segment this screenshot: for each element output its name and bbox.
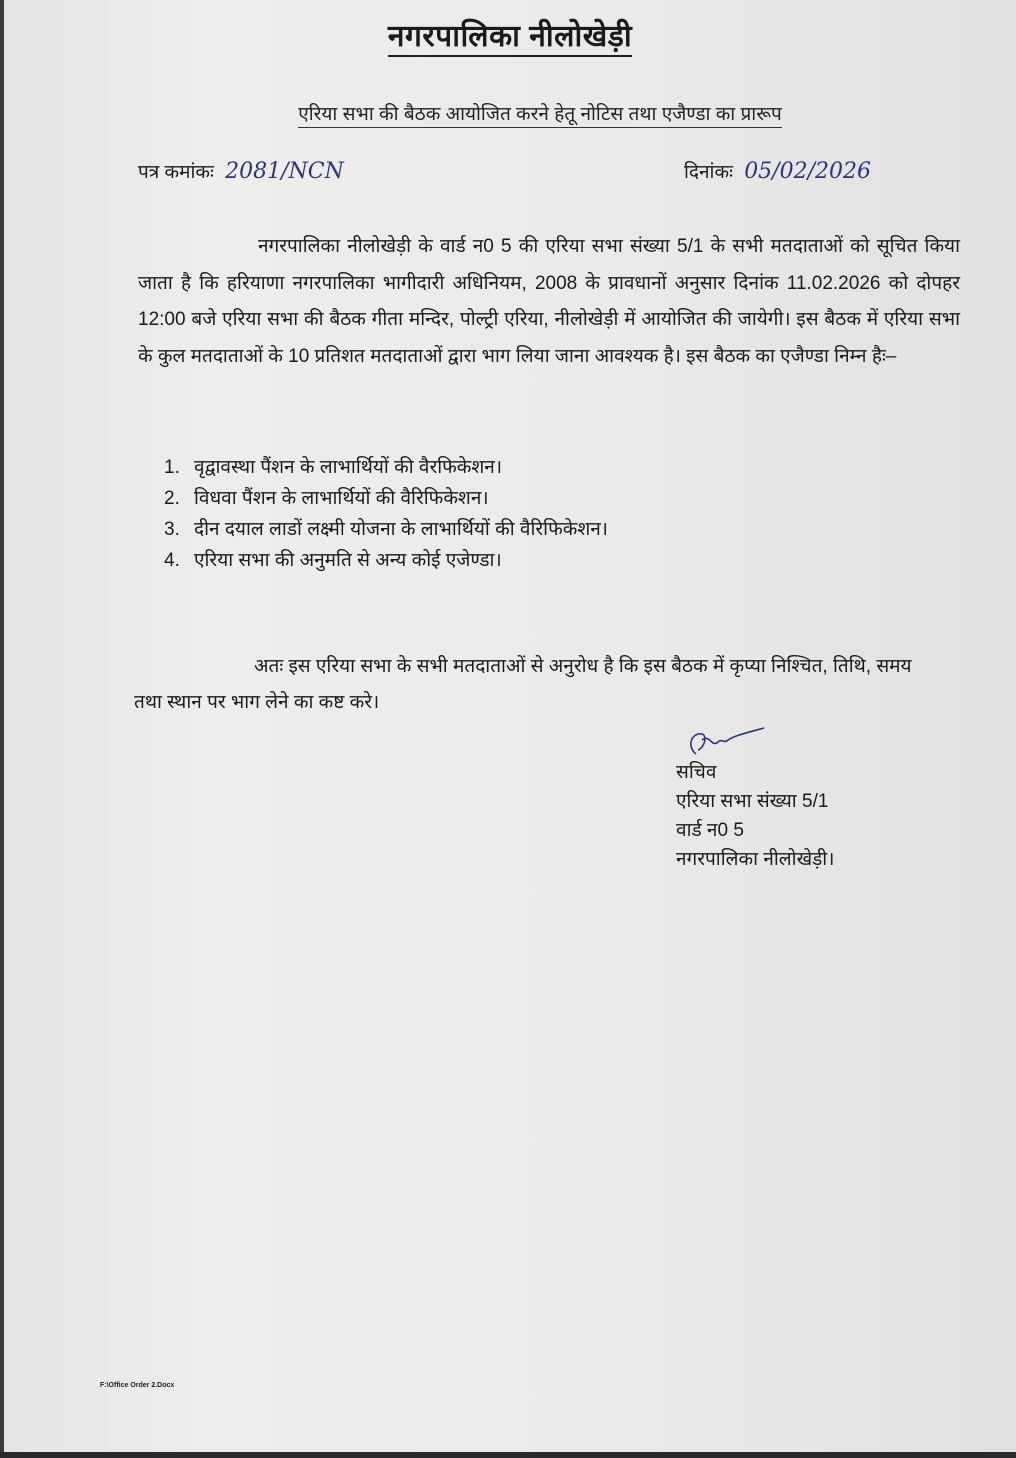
agenda-item: 3. दीन दयाल लाडों लक्ष्मी योजना के लाभार्थियों की वैरिफिकेशन। [164,519,608,540]
date-value: 05/02/2026 [744,159,871,184]
signatory-designation: सचिव [676,762,717,783]
scan-border [0,1452,1016,1458]
letter-number-value: 2081/NCN [225,159,344,184]
signatory-ward: वार्ड न0 5 [676,820,744,841]
signatory-municipality: नगरपालिका नीलोखेड़ी। [676,849,835,870]
signatory-area-sabha: एरिया सभा संख्या 5/1 [676,791,829,812]
notice-paragraph: नगरपालिका नीलोखेड़ी के वार्ड न0 5 की एरिया सभा संख्या 5/1 के सभी मतदाताओं को सूचित किया जाता है कि हरियाणा नगरपालिका भागीदारी अधिनियम, 2008 के प्रावधानों अनुसार दिनांक 11.02.2026 को दोपहर 12:00 बजे एरिया सभा की बैठक गीता मन्दिर, पोल्ट्री एरिया, नीलोखेड़ी में आयोजित की जायेगी। इस बैठक में एरिया सभा के कुल मतदाताओं के 10 प्रतिशत मतदाताओं द्वारा भाग लिया जाना आवश्यक है। इस बैठक का एजैण्डा निम्न हैः– [138,236,960,367]
file-path-footer: F:\Office Order 2.Docx [100,1382,175,1389]
letter-number-label: पत्र कमांकः [138,162,214,183]
agenda-item: 4. एरिया सभा की अनुमति से अन्य कोई एजेण्डा। [164,550,502,571]
subtitle-text: एरिया सभा की बैठक आयोजित करने हेतू नोटिस तथा एजैण्डा का प्रारूप [298,104,782,128]
signature-block [676,728,936,874]
agenda-item: 2. विधवा पैंशन के लाभार्थियों की वैरिफिकेशन। [164,488,489,509]
letter-date [684,158,871,184]
agenda-list [164,452,608,576]
document-title [4,14,1016,55]
title-text: नगरपालिका नीलोखेड़ी [388,20,632,57]
document-subtitle [4,100,1016,126]
document-page [4,0,1016,1452]
date-label: दिनांकः [684,162,733,183]
agenda-item: 1. वृद्वावस्था पैंशन के लाभार्थियों की वैरफिकेशन। [164,457,503,478]
handwritten-signature-icon [676,728,936,758]
letter-number [138,158,344,184]
closing-paragraph: अतः इस एरिया सभा के सभी मतदाताओं से अनुरोध है कि इस बैठक में कृप्या निश्चित, तिथि, समय तथा स्थान पर भाग लेने का कष्ट करे। [134,656,912,713]
